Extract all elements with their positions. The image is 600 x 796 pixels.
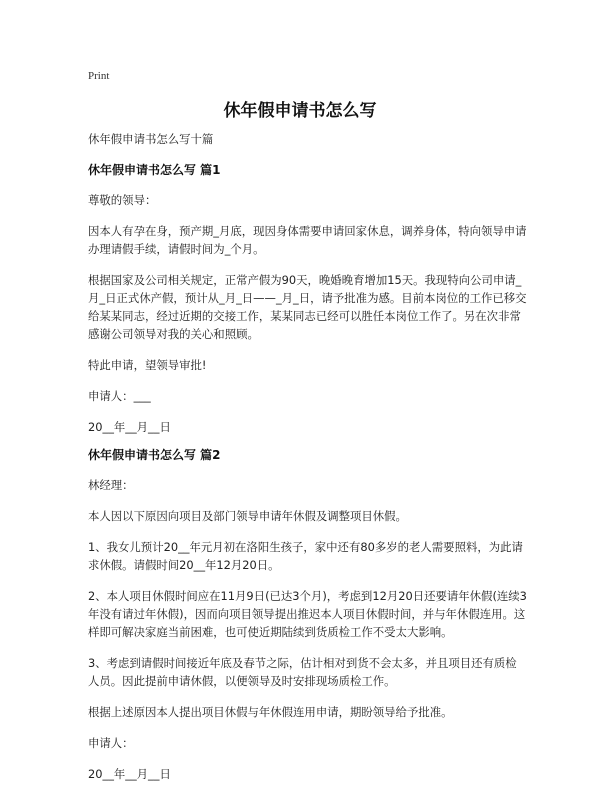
document-subtitle: 休年假申请书怎么写十篇: [88, 132, 214, 146]
section-1-paragraph-2: 根据国家及公司相关规定，正常产假为90天，晚婚晚育增加15天。我现特向公司申请_月_日正式休产假，预计从_月_日——_月_日，请予批准为感。目前本岗位的工作已移交给某某同志，经过近期的交接工作，某某同志已经可以胜任本岗位工作了。另在次非常感谢公司领导对我的关心和照顾。: [88, 273, 527, 341]
section-1-heading: 休年假申请书怎么写 篇1: [88, 163, 221, 177]
section-2-applicant: 申请人：: [88, 736, 134, 750]
section-2-item-2: 2、本人项目休假时间应在11月9日(已达3个月)，考虑到12月20日还要请年休假(连续3年没有请过年休假)，因而向项目领导提出推迟本人项目休假时间，并与年休假连用。这样即可解决家庭当前困难，也可使近期陆续到货质检工作不受太大影响。: [88, 589, 527, 639]
section-2-salutation: 林经理：: [88, 478, 134, 492]
section-2-item-1: 1、我女儿预计20__年元月初在洛阳生孩子，家中还有80多岁的老人需要照料，为此请求休假。请假时间20__年12月20日。: [88, 540, 523, 572]
section-2-intro: 本人因以下原因向项目及部门领导申请年休假及调整项目休假。: [88, 509, 407, 523]
section-1-salutation: 尊敬的领导：: [88, 193, 157, 207]
section-1-applicant: 申请人：___: [88, 389, 151, 403]
section-2-date: 20__年__月__日: [88, 767, 171, 781]
section-2-item-3: 3、考虑到请假时间接近年底及春节之际，估计相对到货不会太多，并且项目还有质检人员。因此提前申请休假，以便领导及时安排现场质检工作。: [88, 656, 517, 688]
section-2-conclusion: 根据上述原因本人提出项目休假与年休假连用申请，期盼领导给予批准。: [88, 705, 453, 719]
document-body: [88, 130, 528, 796]
section-1-paragraph-1: 因本人有孕在身，预产期_月底，现因身体需要申请回家休息，调养身体，特向领导申请办理请假手续，请假时间为_个月。: [88, 224, 527, 256]
page-title: 休年假申请书怎么写: [223, 101, 377, 121]
section-1-closing: 特此申请，望领导审批!: [88, 358, 207, 372]
section-2-heading: 休年假申请书怎么写 篇2: [88, 448, 221, 462]
print-link[interactable]: Print: [88, 70, 110, 82]
section-1-date: 20__年__月__日: [88, 420, 171, 434]
